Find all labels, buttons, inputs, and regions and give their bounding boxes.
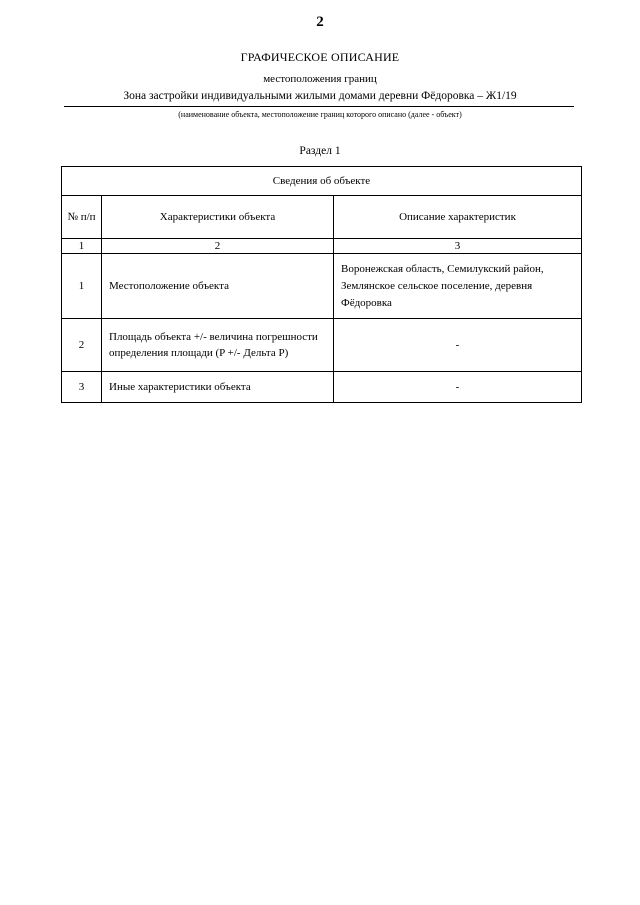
table-row bbox=[62, 319, 582, 372]
object-info-table bbox=[61, 166, 582, 403]
table-row bbox=[62, 254, 582, 319]
column-header-num: № п/п bbox=[62, 196, 102, 239]
document-title: ГРАФИЧЕСКОЕ ОПИСАНИЕ bbox=[240, 50, 400, 64]
column-index-1: 1 bbox=[62, 239, 102, 254]
row-characteristic: Площадь объекта +/- величина погрешности определения площади (P +/- Дельта P) bbox=[102, 319, 334, 372]
table-row bbox=[62, 372, 582, 403]
row-num: 2 bbox=[62, 319, 102, 372]
page-number: 2 bbox=[316, 14, 324, 30]
table-index-row bbox=[62, 239, 582, 254]
row-description: Воронежская область, Семилукский район, Землянское сельское поселение, деревня Фёдоровка bbox=[334, 254, 582, 319]
object-name: Зона застройки индивидуальными жилыми домами деревни Фёдоровка – Ж1/19 bbox=[123, 90, 517, 102]
row-characteristic: Местоположение объекта bbox=[102, 254, 334, 319]
column-header-description: Описание характеристик bbox=[334, 196, 582, 239]
document-subtitle: местоположения границ bbox=[263, 73, 377, 85]
row-characteristic: Иные характеристики объекта bbox=[102, 372, 334, 403]
table-header-row bbox=[62, 196, 582, 239]
column-header-characteristic: Характеристики объекта bbox=[102, 196, 334, 239]
object-name-underline bbox=[64, 106, 574, 107]
object-name-caption: (наименование объекта, местоположение границ которого описано (далее - объект) bbox=[178, 110, 462, 119]
column-index-3: 3 bbox=[334, 239, 582, 254]
row-description: - bbox=[334, 372, 582, 403]
row-description: - bbox=[334, 319, 582, 372]
table-caption-row bbox=[62, 167, 582, 196]
section-title: Раздел 1 bbox=[299, 145, 341, 157]
table-caption: Сведения об объекте bbox=[62, 167, 582, 196]
row-num: 1 bbox=[62, 254, 102, 319]
column-index-2: 2 bbox=[102, 239, 334, 254]
row-num: 3 bbox=[62, 372, 102, 403]
